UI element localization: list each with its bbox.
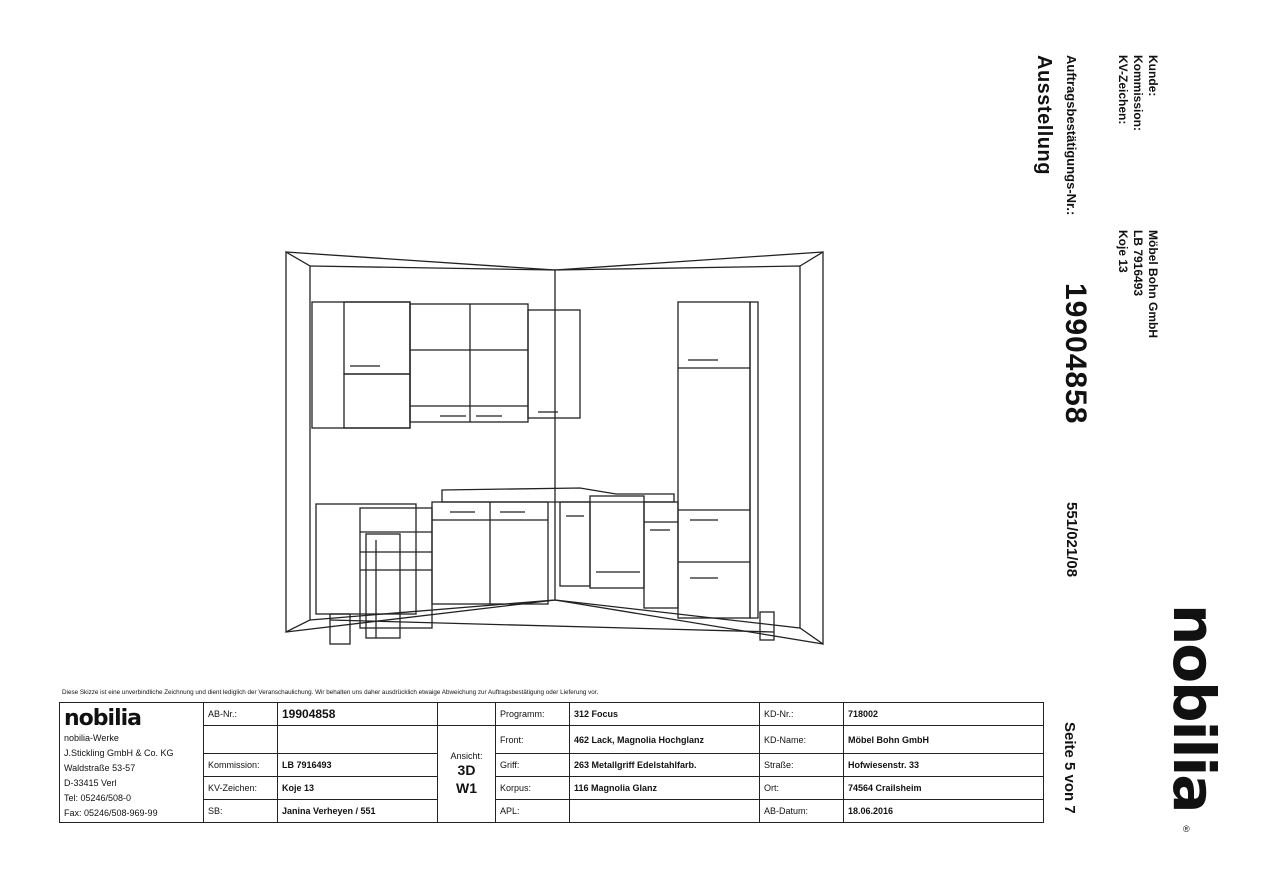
nobilia-logo: nobilia xyxy=(1160,604,1228,812)
ansicht-label: Ansicht: xyxy=(450,751,483,761)
ausstellung-title: Ausstellung xyxy=(1033,55,1055,175)
kommission-value: LB 7916493 xyxy=(1131,230,1145,297)
abdatum-label: AB-Datum: xyxy=(760,800,844,823)
korpus-value: 116 Magnolia Glanz xyxy=(570,777,760,800)
kommission-label-cell: Kommission: xyxy=(204,754,278,777)
korpus-label: Korpus: xyxy=(496,777,570,800)
disclaimer-text: Diese Skizze ist eine unverbindliche Zeichnung und dient lediglich der Veranschaulichung. Wir behalten uns daher ausdrücklich etwaige Abweichung zur Auftragsbestätigung oder Lieferung vor. xyxy=(62,689,599,696)
ansicht-wall: W1 xyxy=(456,780,477,796)
apl-label: APL: xyxy=(496,800,570,823)
ab-number: 19904858 xyxy=(1059,283,1092,425)
kunde-value: Möbel Bohn GmbH xyxy=(1146,230,1160,338)
ort-label: Ort: xyxy=(760,777,844,800)
kdname-label: KD-Name: xyxy=(760,726,844,754)
company-block xyxy=(60,703,204,823)
info-table xyxy=(59,702,1044,823)
kv-value: Koje 13 xyxy=(1116,230,1130,273)
kdnr-label: KD-Nr.: xyxy=(760,703,844,726)
ab-label: Auftragsbestätigungs-Nr.: xyxy=(1064,55,1079,216)
griff-label: Griff: xyxy=(496,754,570,777)
company-line: Waldstraße 53-57 xyxy=(64,763,136,773)
strasse-value: Hofwiesenstr. 33 xyxy=(844,754,1044,777)
front-value: 462 Lack, Magnolia Hochglanz xyxy=(570,726,760,754)
programm-label: Programm: xyxy=(496,703,570,726)
kdnr-value: 718002 xyxy=(844,703,1044,726)
abdatum-value: 18.06.2016 xyxy=(844,800,1044,823)
ansicht-cell xyxy=(438,726,496,823)
kv-label: KV-Zeichen: xyxy=(1116,55,1130,125)
kv-label-cell: KV-Zeichen: xyxy=(204,777,278,800)
kdname-value: Möbel Bohn GmbH xyxy=(844,726,1044,754)
kommission-label: Kommission: xyxy=(1131,55,1145,132)
strasse-label: Straße: xyxy=(760,754,844,777)
page-indicator: Seite 5 von 7 xyxy=(1061,722,1078,814)
sb-label: SB: xyxy=(204,800,278,823)
company-line: D-33415 Verl xyxy=(64,778,117,788)
company-line: Fax: 05246/508-969-99 xyxy=(64,808,158,818)
ansicht-mode: 3D xyxy=(457,762,476,778)
company-line: nobilia-Werke xyxy=(64,733,119,743)
programm-value: 312 Focus xyxy=(570,703,760,726)
ort-value: 74564 Crailsheim xyxy=(844,777,1044,800)
registered-mark: ® xyxy=(1183,824,1190,834)
ab-nr-value: 19904858 xyxy=(278,703,438,726)
kunde-label: Kunde: xyxy=(1146,55,1160,97)
ab-nr-label: AB-Nr.: xyxy=(204,703,278,726)
kv-value-cell: Koje 13 xyxy=(278,777,438,800)
apl-value xyxy=(570,800,760,823)
plan-code: 551/021/08 xyxy=(1063,502,1080,578)
company-line: Tel: 05246/508-0 xyxy=(64,793,132,803)
left-wall xyxy=(286,252,310,632)
sb-value: Janina Verheyen / 551 xyxy=(278,800,438,823)
nobilia-logo-small: nobilia xyxy=(64,706,141,731)
company-line: J.Stickling GmbH & Co. KG xyxy=(64,748,174,758)
griff-value: 263 Metallgriff Edelstahlfarb. xyxy=(570,754,760,777)
kitchen-3d-drawing xyxy=(270,240,830,660)
kommission-value-cell: LB 7916493 xyxy=(278,754,438,777)
front-label: Front: xyxy=(496,726,570,754)
